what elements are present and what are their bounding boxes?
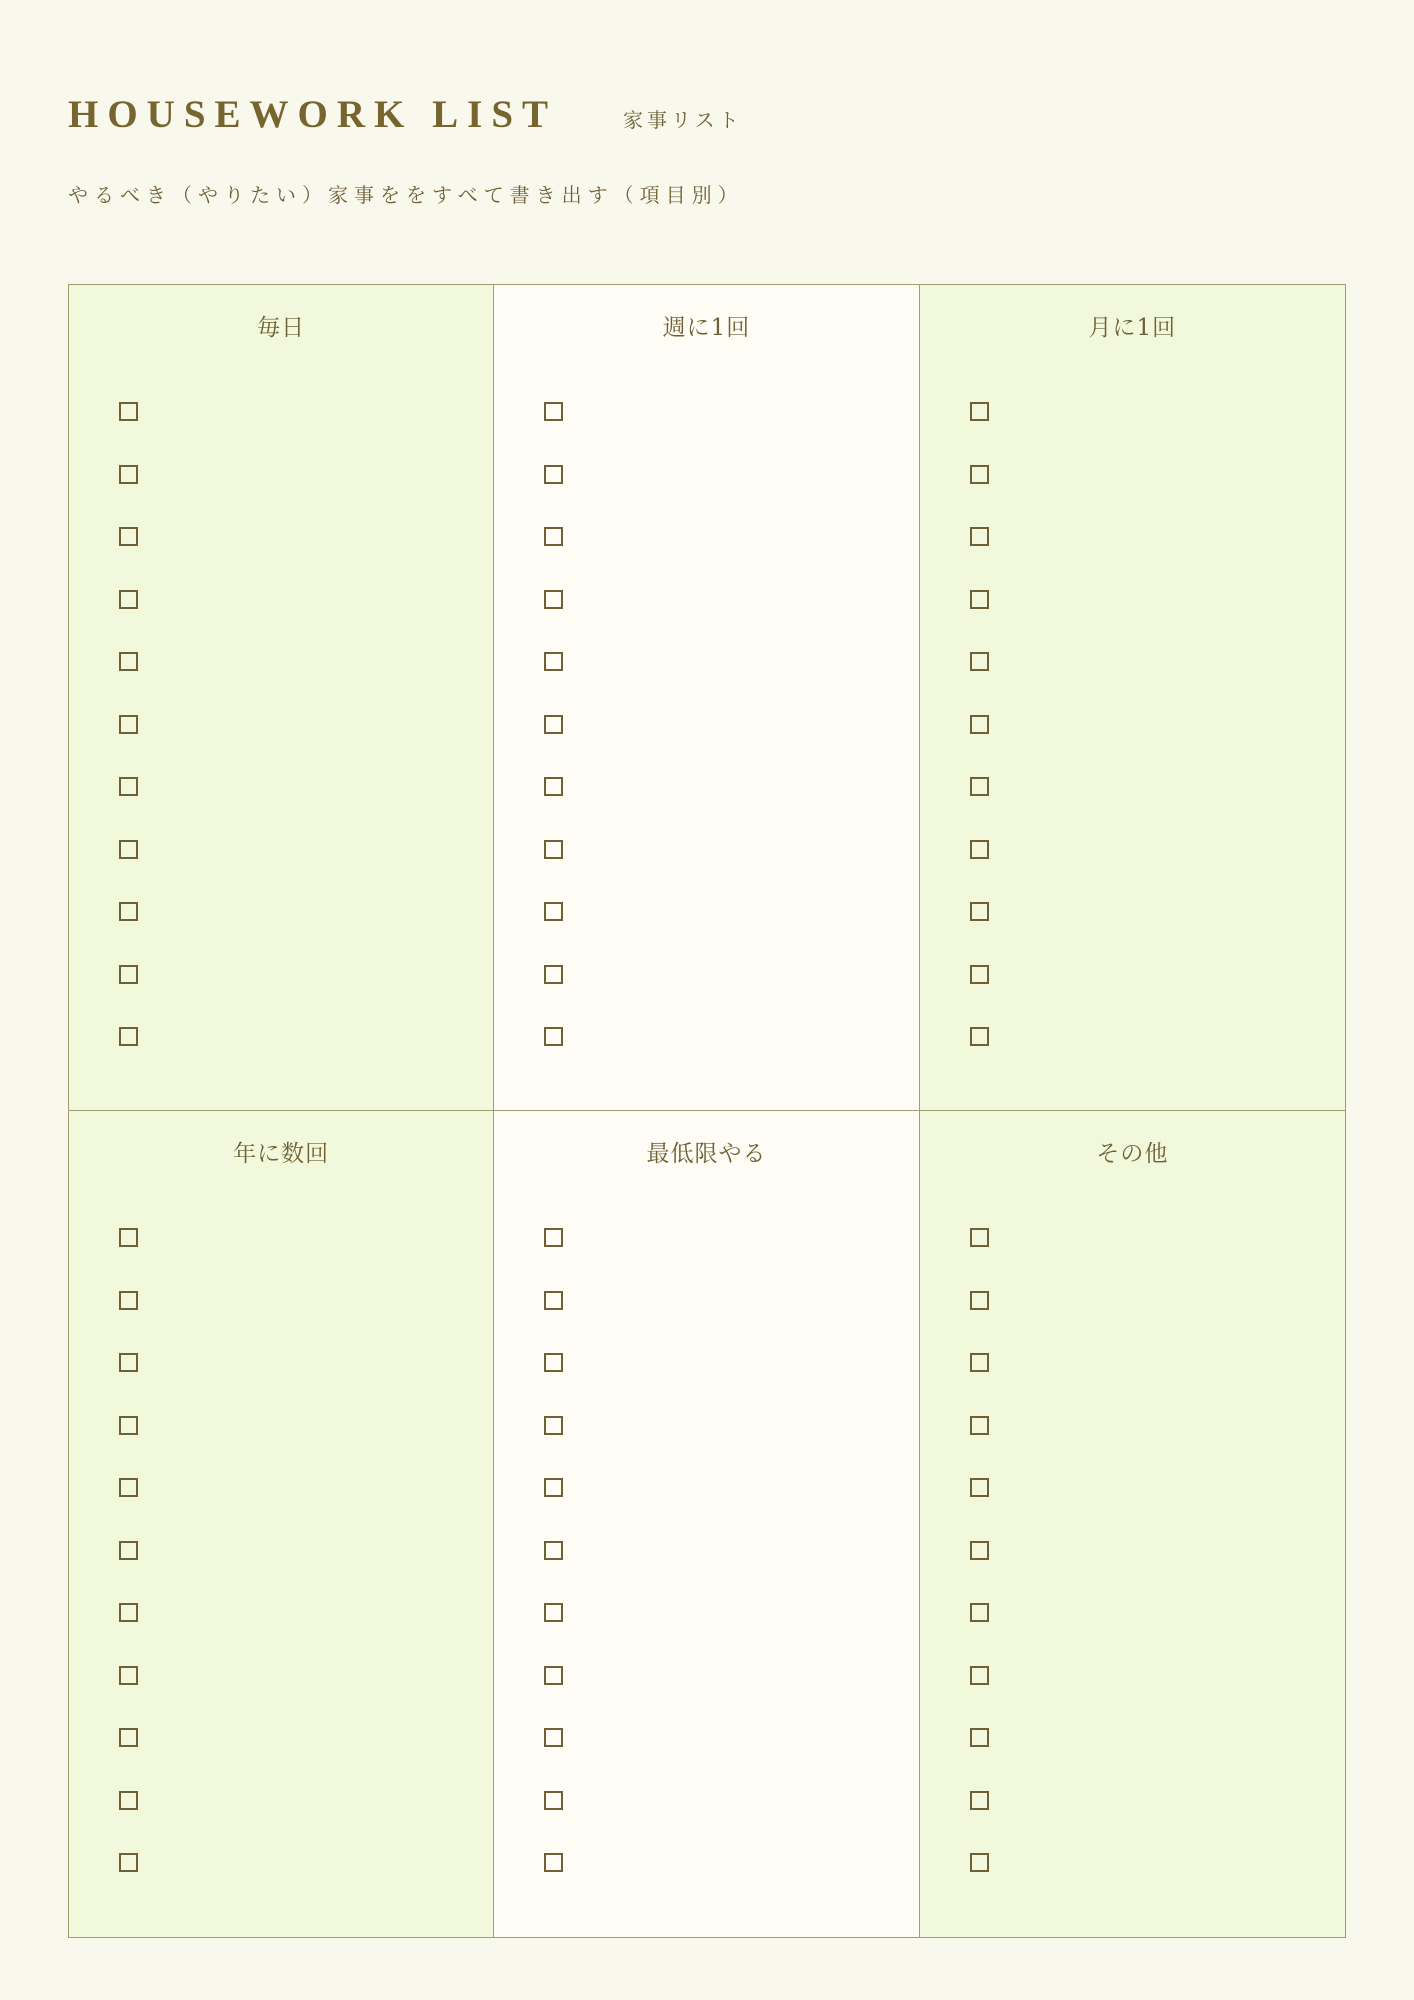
title-row [68,92,1348,137]
checkbox[interactable] [119,1541,138,1560]
checklist-item [544,652,563,715]
checkbox[interactable] [970,1541,989,1560]
checklist-item [119,1228,138,1291]
checklist-item [544,1027,563,1090]
checklist-item [970,715,989,778]
checkbox[interactable] [119,465,138,484]
checklist-item [544,402,563,465]
checkbox[interactable] [970,1728,989,1747]
checkbox[interactable] [119,1728,138,1747]
checklist-item [970,1541,989,1604]
checklist-item [544,840,563,903]
checklist-item [119,465,138,528]
checkbox[interactable] [970,1478,989,1497]
checklist-item [544,777,563,840]
checkbox[interactable] [119,652,138,671]
checklist-item [970,840,989,903]
checklist-item [119,1603,138,1666]
panel-minimum [494,1111,919,1937]
checkbox[interactable] [970,777,989,796]
checkbox[interactable] [970,1353,989,1372]
checklist-item [970,402,989,465]
checklist-item [544,1416,563,1479]
checklist-item [970,1791,989,1854]
checkbox[interactable] [544,527,563,546]
checklist-item [119,1478,138,1541]
checkbox[interactable] [544,840,563,859]
checkbox[interactable] [970,1027,989,1046]
checklist-item [119,527,138,590]
checkbox[interactable] [970,1603,989,1622]
checkbox[interactable] [970,465,989,484]
checklist-item [544,1353,563,1416]
checkbox[interactable] [119,1666,138,1685]
checkbox[interactable] [970,1228,989,1247]
checklist [544,402,563,1090]
checkbox[interactable] [119,1416,138,1435]
checkbox[interactable] [544,1291,563,1310]
checkbox[interactable] [970,1291,989,1310]
checkbox[interactable] [119,590,138,609]
checkbox[interactable] [544,1228,563,1247]
checkbox[interactable] [970,902,989,921]
checkbox[interactable] [119,1603,138,1622]
checklist-item [970,1353,989,1416]
checklist-item [544,715,563,778]
checklist-item [970,1228,989,1291]
page-subtitle: 家事リスト [623,108,743,132]
checkbox[interactable] [119,1353,138,1372]
checkbox[interactable] [119,1027,138,1046]
checklist-item [544,1228,563,1291]
checklist-item [544,1853,563,1916]
panel-title: 年に数回 [233,1141,330,1167]
page-header [68,92,1348,208]
checkbox[interactable] [544,1791,563,1810]
checklist-item [970,1478,989,1541]
checkbox[interactable] [119,902,138,921]
checkbox[interactable] [119,527,138,546]
checklist-item [119,1853,138,1916]
checkbox[interactable] [544,1353,563,1372]
checkbox[interactable] [544,1853,563,1872]
checkbox[interactable] [544,1728,563,1747]
checklist-item [119,590,138,653]
checklist-item [119,1027,138,1090]
checkbox[interactable] [970,840,989,859]
checklist-item [970,777,989,840]
checkbox[interactable] [119,715,138,734]
checklist-item [119,1353,138,1416]
panel-daily [69,285,494,1111]
checklist-item [970,1416,989,1479]
checklist [970,402,989,1090]
checkbox[interactable] [544,1027,563,1046]
checkbox[interactable] [544,402,563,421]
checkbox[interactable] [544,777,563,796]
checklist-item [544,1291,563,1354]
checkbox[interactable] [119,1228,138,1247]
checkbox[interactable] [544,1416,563,1435]
checkbox[interactable] [970,652,989,671]
panel-title: 週に1回 [662,315,751,341]
checklist-item [119,1666,138,1729]
checklist-item [119,715,138,778]
checkbox[interactable] [119,840,138,859]
checkbox[interactable] [544,590,563,609]
checklist-item [970,652,989,715]
checklist-item [544,965,563,1028]
checklist-item [119,1791,138,1854]
checklist-item [970,902,989,965]
checklist-item [544,1791,563,1854]
checklist-item [119,1541,138,1604]
checkbox[interactable] [544,1478,563,1497]
checkbox[interactable] [119,1853,138,1872]
panel-other [920,1111,1345,1937]
checkbox[interactable] [544,1666,563,1685]
checkbox[interactable] [970,590,989,609]
checklist-item [970,1853,989,1916]
checkbox[interactable] [119,1478,138,1497]
checklist-item [970,1666,989,1729]
checkbox[interactable] [970,1416,989,1435]
checkbox[interactable] [970,965,989,984]
checklist-item [119,965,138,1028]
checklist-item [544,1666,563,1729]
checklist-item [544,1541,563,1604]
checklist-item [544,1478,563,1541]
checkbox[interactable] [544,965,563,984]
checklist-item [544,465,563,528]
checklist-item [970,1027,989,1090]
checkbox[interactable] [544,652,563,671]
checkbox[interactable] [970,1853,989,1872]
checklist-item [970,1291,989,1354]
checklist-item [544,1728,563,1791]
checkbox[interactable] [119,1291,138,1310]
checklist-item [119,840,138,903]
checklist-item [119,777,138,840]
panel-monthly [920,285,1345,1111]
page-title: HOUSEWORK LIST [68,93,558,136]
checklist-item [119,902,138,965]
checklist-item [544,527,563,590]
panel-title: その他 [1096,1141,1169,1167]
checkbox[interactable] [119,402,138,421]
checklist-item [970,1728,989,1791]
checklist-item [970,965,989,1028]
checkbox[interactable] [544,1541,563,1560]
checklist [119,402,138,1090]
panel-yearly [69,1111,494,1937]
checkbox[interactable] [544,902,563,921]
page-tagline: やるべき（やりたい）家事ををすべて書き出す（項目別） [68,183,744,207]
checklist-item [970,527,989,590]
checklist-item [544,1603,563,1666]
housework-grid [68,284,1346,1938]
checkbox[interactable] [119,1791,138,1810]
checklist-item [544,902,563,965]
checkbox[interactable] [119,965,138,984]
checklist-item [119,1416,138,1479]
checkbox[interactable] [544,465,563,484]
panel-weekly [494,285,919,1111]
checklist-item [119,402,138,465]
checklist-item [119,652,138,715]
checkbox[interactable] [970,402,989,421]
checklist [544,1228,563,1916]
checklist-item [970,1603,989,1666]
checklist-item [970,465,989,528]
checklist-item [970,590,989,653]
checklist-item [544,590,563,653]
checkbox[interactable] [544,1603,563,1622]
checkbox[interactable] [970,715,989,734]
checklist [119,1228,138,1916]
checkbox[interactable] [544,715,563,734]
checklist-item [119,1728,138,1791]
checklist-item [119,1291,138,1354]
checkbox[interactable] [970,1791,989,1810]
checkbox[interactable] [970,1666,989,1685]
panel-title: 月に1回 [1088,315,1177,341]
checkbox[interactable] [119,777,138,796]
panel-title: 最低限やる [646,1141,767,1167]
panel-title: 毎日 [257,315,306,341]
checklist [970,1228,989,1916]
checkbox[interactable] [970,527,989,546]
